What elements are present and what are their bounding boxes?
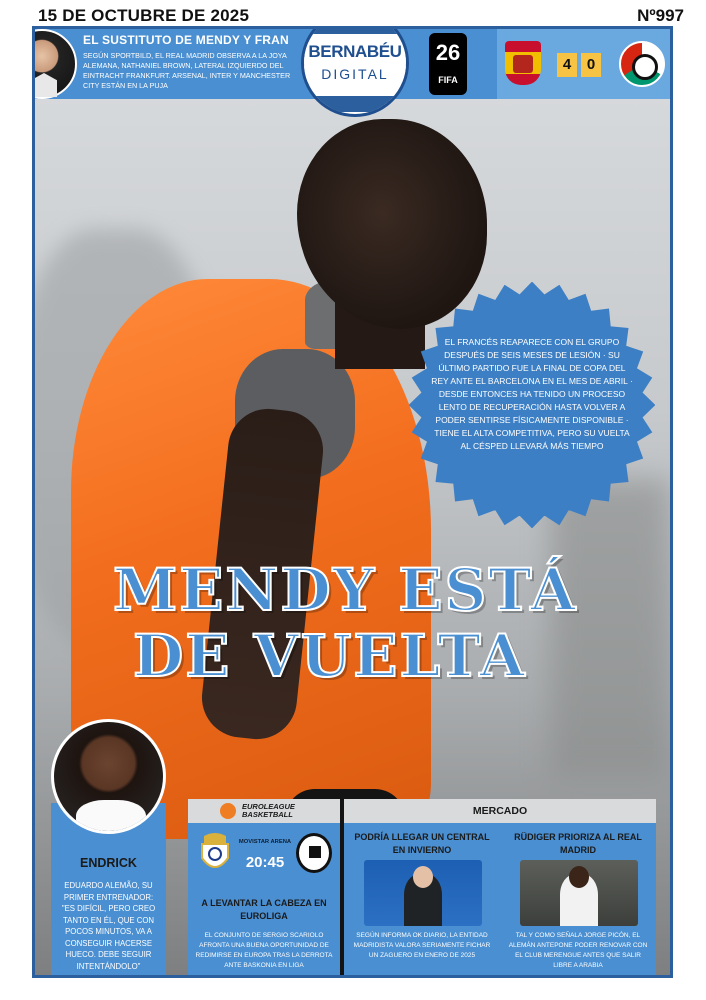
brand-line2: BASKETBALL xyxy=(242,810,293,819)
market-item-text: TAL Y COMO SEÑALA JORGE PICÓN, EL ALEMÁN ANTEPONE PODER RENOVAR CON EL CLUB MERENGUE ANTES QUE SALIR LIBRE A ARABIA xyxy=(508,932,648,969)
market-item[interactable] xyxy=(500,823,656,977)
site-logo[interactable] xyxy=(301,26,409,117)
market-item-title: RÜDIGER PRIORIZA AL REAL MADRID xyxy=(514,832,642,855)
logo-line2: DIGITAL xyxy=(304,66,406,82)
info-seal xyxy=(409,282,655,528)
issue-number: Nº997 xyxy=(637,6,684,25)
endrick-avatar xyxy=(51,719,166,834)
euroleague-brand xyxy=(242,803,295,819)
market-label: MERCADO xyxy=(344,799,656,823)
euroleague-card[interactable] xyxy=(188,799,340,977)
header-story-title: EL SUSTITUTO DE MENDY Y FRAN xyxy=(83,33,289,47)
euroleague-bar xyxy=(188,799,340,823)
partizan-crest-icon xyxy=(296,833,332,873)
headline-line2: DE VUELTA xyxy=(133,622,527,690)
bulgaria-crest-icon xyxy=(619,41,665,87)
match-venue: MOVISTAR ARENA xyxy=(238,839,292,845)
fifa-label: FIFA xyxy=(438,75,458,85)
real-madrid-crest-icon xyxy=(198,832,232,874)
brand-line1: EUROLEAGUE xyxy=(242,802,295,811)
seal-text: EL FRANCÉS REAPARECE CON EL GRUPO DESPUÉS DE SEIS MESES DE LESIÓN · SU ÚLTIMO PARTIDO FUE LA FINAL DE COPA DEL REY ANTE EL BARCELONA EN EL MES DE ABRIL · DESDE ENTONCES HA TENIDO UN PROCESO LENTO DE RECUPERACIÓN HASTA VOLVER A PODER SENTIRSE FÍSICAMENTE DISPONIBLE · TIENE EL ALTA COMPETITIVA, PERO SU VUELTA AL CÉSPED LLEVARÁ MÁS TIEMPO xyxy=(431,337,633,451)
world-cup-year: 26 xyxy=(435,40,461,65)
headline-line1: MENDY ESTÁ xyxy=(113,556,578,624)
market-item-text: SEGÚN INFORMA OK DIARIO, LA ENTIDAD MADRIDISTA VALORA SERIAMENTE FICHAR UN ZAGUERO EN ENERO DE 2025 xyxy=(353,932,491,959)
market-item-photo xyxy=(364,860,482,926)
market-item-photo xyxy=(520,860,638,926)
world-cup-26-logo xyxy=(429,33,467,95)
issue-date: 15 DE OCTUBRE DE 2025 xyxy=(38,6,250,25)
header-story-text: SEGÚN SPORTBILD, EL REAL MADRID OBSERVA A LA JOYA ALEMANA, NATHANIEL BROWN, LATERAL IZQUIERDO DEL EINTRACHT FRANKFURT. ARSENAL, INTER Y MANCHESTER CITY ESTÁN EN LA PUJA xyxy=(83,51,291,90)
endrick-text: EDUARDO ALEMÃO, SU PRIMER ENTRENADOR: "ES DIFÍCIL, PERO CREO TANTO EN ÉL, QUE CON POCOS MINUTOS, VA A CONSEGUIR HACERSE HUECO. DEBE SEGUIR INTENTÁNDOLO" xyxy=(61,881,156,971)
spain-crest-icon xyxy=(505,41,541,85)
market-item[interactable] xyxy=(344,823,500,977)
market-item-title: PODRÍA LLEGAR UN CENTRAL EN INVIERNO xyxy=(354,832,490,855)
top-line xyxy=(38,6,684,26)
euroleague-title: A LEVANTAR LA CABEZA EN EUROLIGA xyxy=(201,898,327,921)
basketball-icon xyxy=(220,803,236,819)
euroleague-text: EL CONJUNTO DE SERGIO SCARIOLO AFRONTA UNA BUENA OPORTUNIDAD DE REDIMIRSE EN EUROPA TRAS LA DERROTA ANTE BASKONIA EN LIGA xyxy=(195,932,333,969)
cover xyxy=(32,26,673,978)
header-band xyxy=(35,29,670,99)
endrick-name: ENDRICK xyxy=(80,856,137,870)
president-avatar xyxy=(32,29,77,99)
home-score: 4 xyxy=(557,53,577,77)
market-section xyxy=(344,799,656,977)
main-headline xyxy=(113,557,633,689)
match-result xyxy=(497,29,670,99)
tipoff-time: 20:45 xyxy=(245,854,285,871)
away-score: 0 xyxy=(581,53,601,77)
logo-line1: BERNABÉU xyxy=(304,42,406,62)
